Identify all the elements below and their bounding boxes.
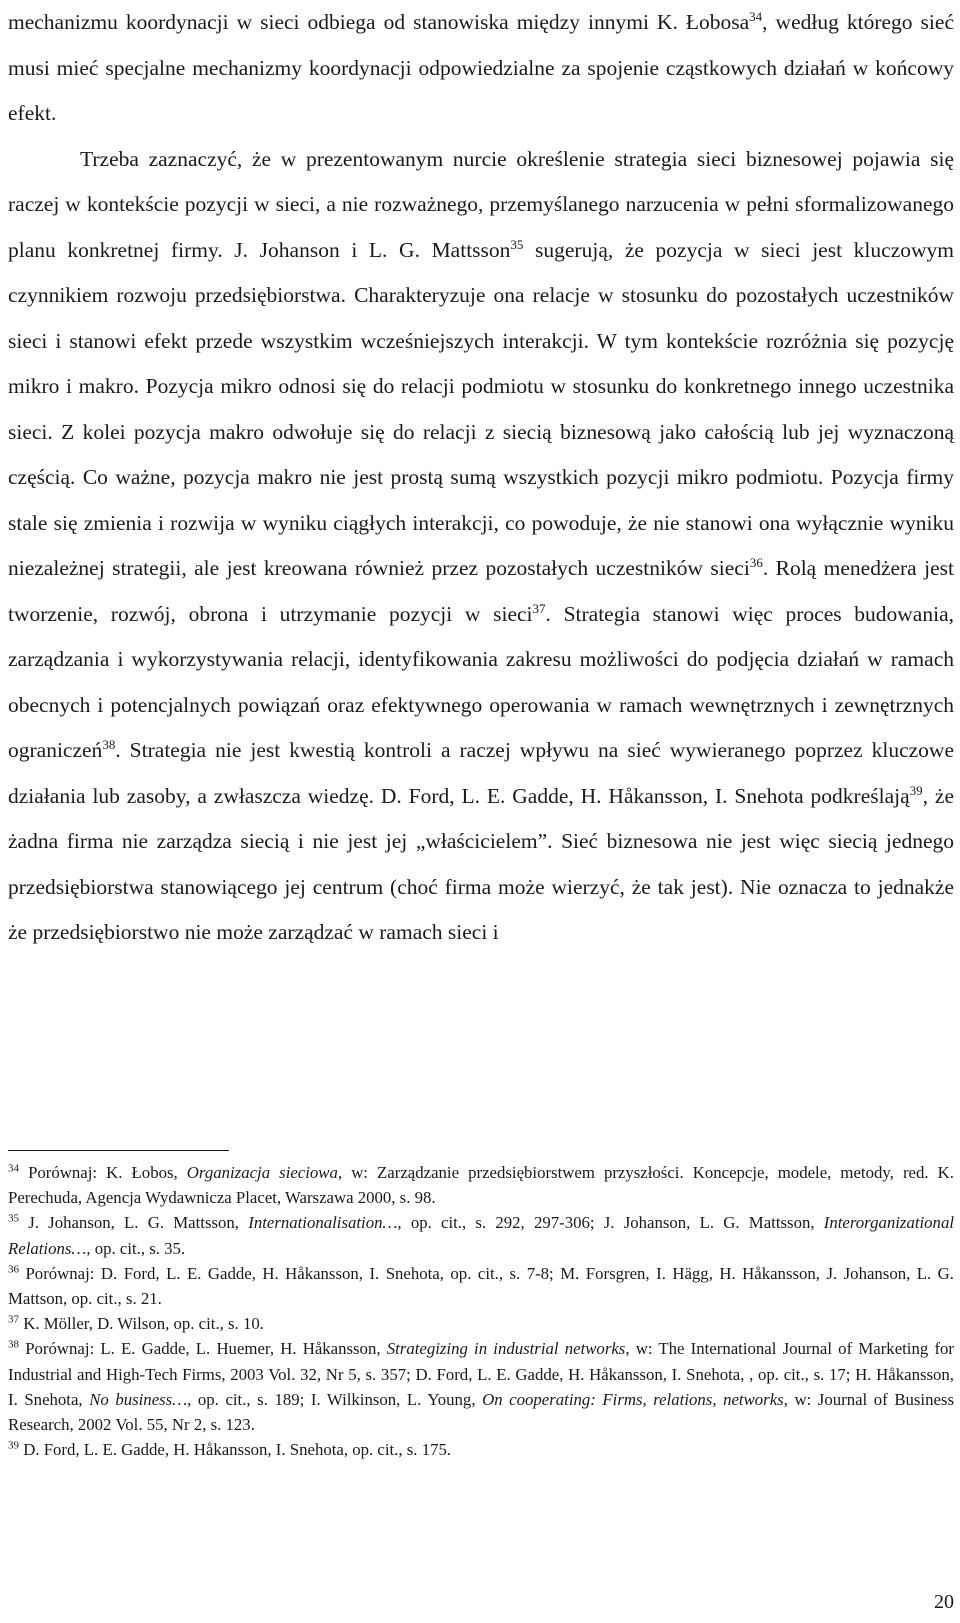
footnote-37 [8, 1311, 954, 1336]
italic-title: Strategizing in industrial networks [386, 1339, 626, 1359]
text-run: mechanizmu koordynacji w sieci odbiega od stanowiska między innymi K. Łobosa [8, 10, 750, 34]
footnote-ref-34[interactable]: 34 [749, 8, 763, 24]
text-run: K. Möller, D. Wilson, op. cit., s. 10. [19, 1314, 264, 1334]
text-run: sugerują, że pozycja w sieci jest kluczowym czynnikiem rozwoju przedsiębiorstwa. Charakteryzuje ona relacje w stosunku do pozostałych uczestników sieci i stanowi efekt przede wszystkim wcześniejszych interakcji. W tym kontekście rozróżnia się pozycję mikro i makro. Pozycja mikro odnosi się do relacji podmiotu w stosunku do konkretnego innego uczestnika sieci. Z kolei pozycja makro odwołuje się do relacji z siecią biznesową jako całością lub jej wyznaczoną częścią. Co ważne, pozycja makro nie jest prostą sumą wszystkich pozycji mikro podmiotu. Pozycja firmy stale się zmienia i rozwija w wyniku ciągłych interakcji, co powoduje, że nie stanowi ona wyłącznie wyniku niezależnej strategii, ale jest kreowana również przez pozostałych uczestników sieci [8, 237, 954, 580]
footnote-ref-36[interactable]: 36 [749, 554, 763, 570]
paragraph-1 [8, 0, 954, 137]
footnote-ref-35[interactable]: 35 [510, 236, 524, 252]
footnote-number: 34 [8, 1162, 19, 1175]
paragraph-2 [8, 137, 954, 956]
footnote-number: 39 [8, 1439, 19, 1452]
text-run: , op. cit., s. 189; I. Wilkinson, L. Young, [187, 1389, 483, 1409]
footnote-36 [8, 1261, 954, 1311]
footnote-35 [8, 1210, 954, 1260]
text-run: , op. cit., s. 292, 297-306; J. Johanson, L. G. Mattsson, [397, 1213, 824, 1233]
text-run: , że żadna firma nie zarządza siecią i nie jest jej „właścicielem”. Sieć biznesowa nie jest więc siecią jednego przedsiębiorstwa stanowiącego jej centrum (choć firma może wierzyć, że tak jest). Nie oznacza to jednakże że przedsiębiorstwo nie może zarządzać w ramach sieci i [8, 783, 954, 944]
text-run: D. Ford, L. E. Gadde, H. Håkansson, I. Snehota, op. cit., s. 175. [19, 1440, 452, 1460]
text-run: . Strategia stanowi więc proces budowania, zarządzania i wykorzystywania relacji, identyfikowania zakresu możliwości do podjęcia działań w ramach obecnych i potencjalnych powiązań oraz efektywnego operowania w ramach wewnętrznych i zewnętrznych ograniczeń [8, 601, 954, 762]
text-run: J. Johanson, L. G. Mattsson, [19, 1213, 249, 1233]
main-text [8, 0, 954, 956]
text-run: , według którego sieć musi mieć specjalne mechanizmy koordynacji odpowiedzialne za spojenie cząstkowych działań w końcowy efekt. [8, 10, 954, 125]
footnote-number: 38 [8, 1338, 19, 1351]
footnote-39 [8, 1437, 954, 1462]
text-run: Porównaj: K. Łobos, [19, 1163, 187, 1182]
footnote-34 [8, 1160, 954, 1210]
text-run: . Strategia nie jest kwestią kontroli a raczej wpływu na sieć wywieranego poprzez kluczowe działania lub zasoby, a zwłaszcza wiedzę. D. Ford, L. E. Gadde, H. Håkansson, I. Snehota podkreślają [8, 738, 954, 808]
text-run: . Rolą menedżera jest tworzenie, rozwój, obrona i utrzymanie pozycji w sieci [8, 556, 954, 626]
footnote-ref-37[interactable]: 37 [532, 600, 546, 616]
text-run: Porównaj: D. Ford, L. E. Gadde, H. Håkansson, I. Snehota, op. cit., s. 7-8; M. Forsgren, I. Hägg, H. Håkansson, J. Johanson, L. G. Mattson, op. cit., s. 21. [8, 1263, 954, 1309]
text-run: Trzeba zaznaczyć, że w prezentowanym nurcie określenie strategia sieci biznesowej pojawia się raczej w kontekście pozycji w sieci, a nie rozważnego, przemyślanego narzucenia w pełni sformalizowanego planu konkretnej firmy. J. Johanson i L. G. Mattsson [8, 146, 954, 262]
italic-title: Organizacja sieciowa [186, 1163, 338, 1182]
footnote-number: 35 [8, 1212, 19, 1225]
text-run: Porównaj: L. E. Gadde, L. Huemer, H. Håkansson, [19, 1339, 387, 1359]
italic-title: Internationalisation… [248, 1213, 398, 1233]
footnote-ref-39[interactable]: 39 [909, 782, 923, 798]
italic-title: On cooperating: Firms, relations, networks [482, 1389, 784, 1409]
footnotes [8, 1160, 954, 1462]
footnote-number: 37 [8, 1313, 19, 1326]
page-number: 20 [934, 1591, 954, 1613]
italic-title: Interorganizational Relations… [8, 1213, 954, 1258]
footnote-ref-38[interactable]: 38 [102, 736, 116, 752]
footnote-number: 36 [8, 1263, 19, 1276]
text-run: , w: Journal of Business Research, 2002 Vol. 55, Nr 2, s. 123. [8, 1389, 954, 1435]
text-run: , w: The International Journal of Marketing for Industrial and High-Tech Firms, 2003 Vol. 32, Nr 5, s. 357; D. Ford, L. E. Gadde, H. Håkansson, I. Snehota, , op. cit., s. 17; H. Håkansson, I. Snehota, [8, 1339, 955, 1409]
footnote-38 [8, 1336, 954, 1437]
text-run: , w: Zarządzanie przedsiębiorstwem przyszłości. Koncepcje, modele, metody, red. K. Perechuda, Agencja Wydawnicza Placet, Warszawa 2000, s. 98. [8, 1163, 954, 1208]
text-run: , op. cit., s. 35. [86, 1238, 186, 1258]
footnote-separator [8, 1150, 229, 1151]
italic-title: No business… [89, 1389, 188, 1409]
